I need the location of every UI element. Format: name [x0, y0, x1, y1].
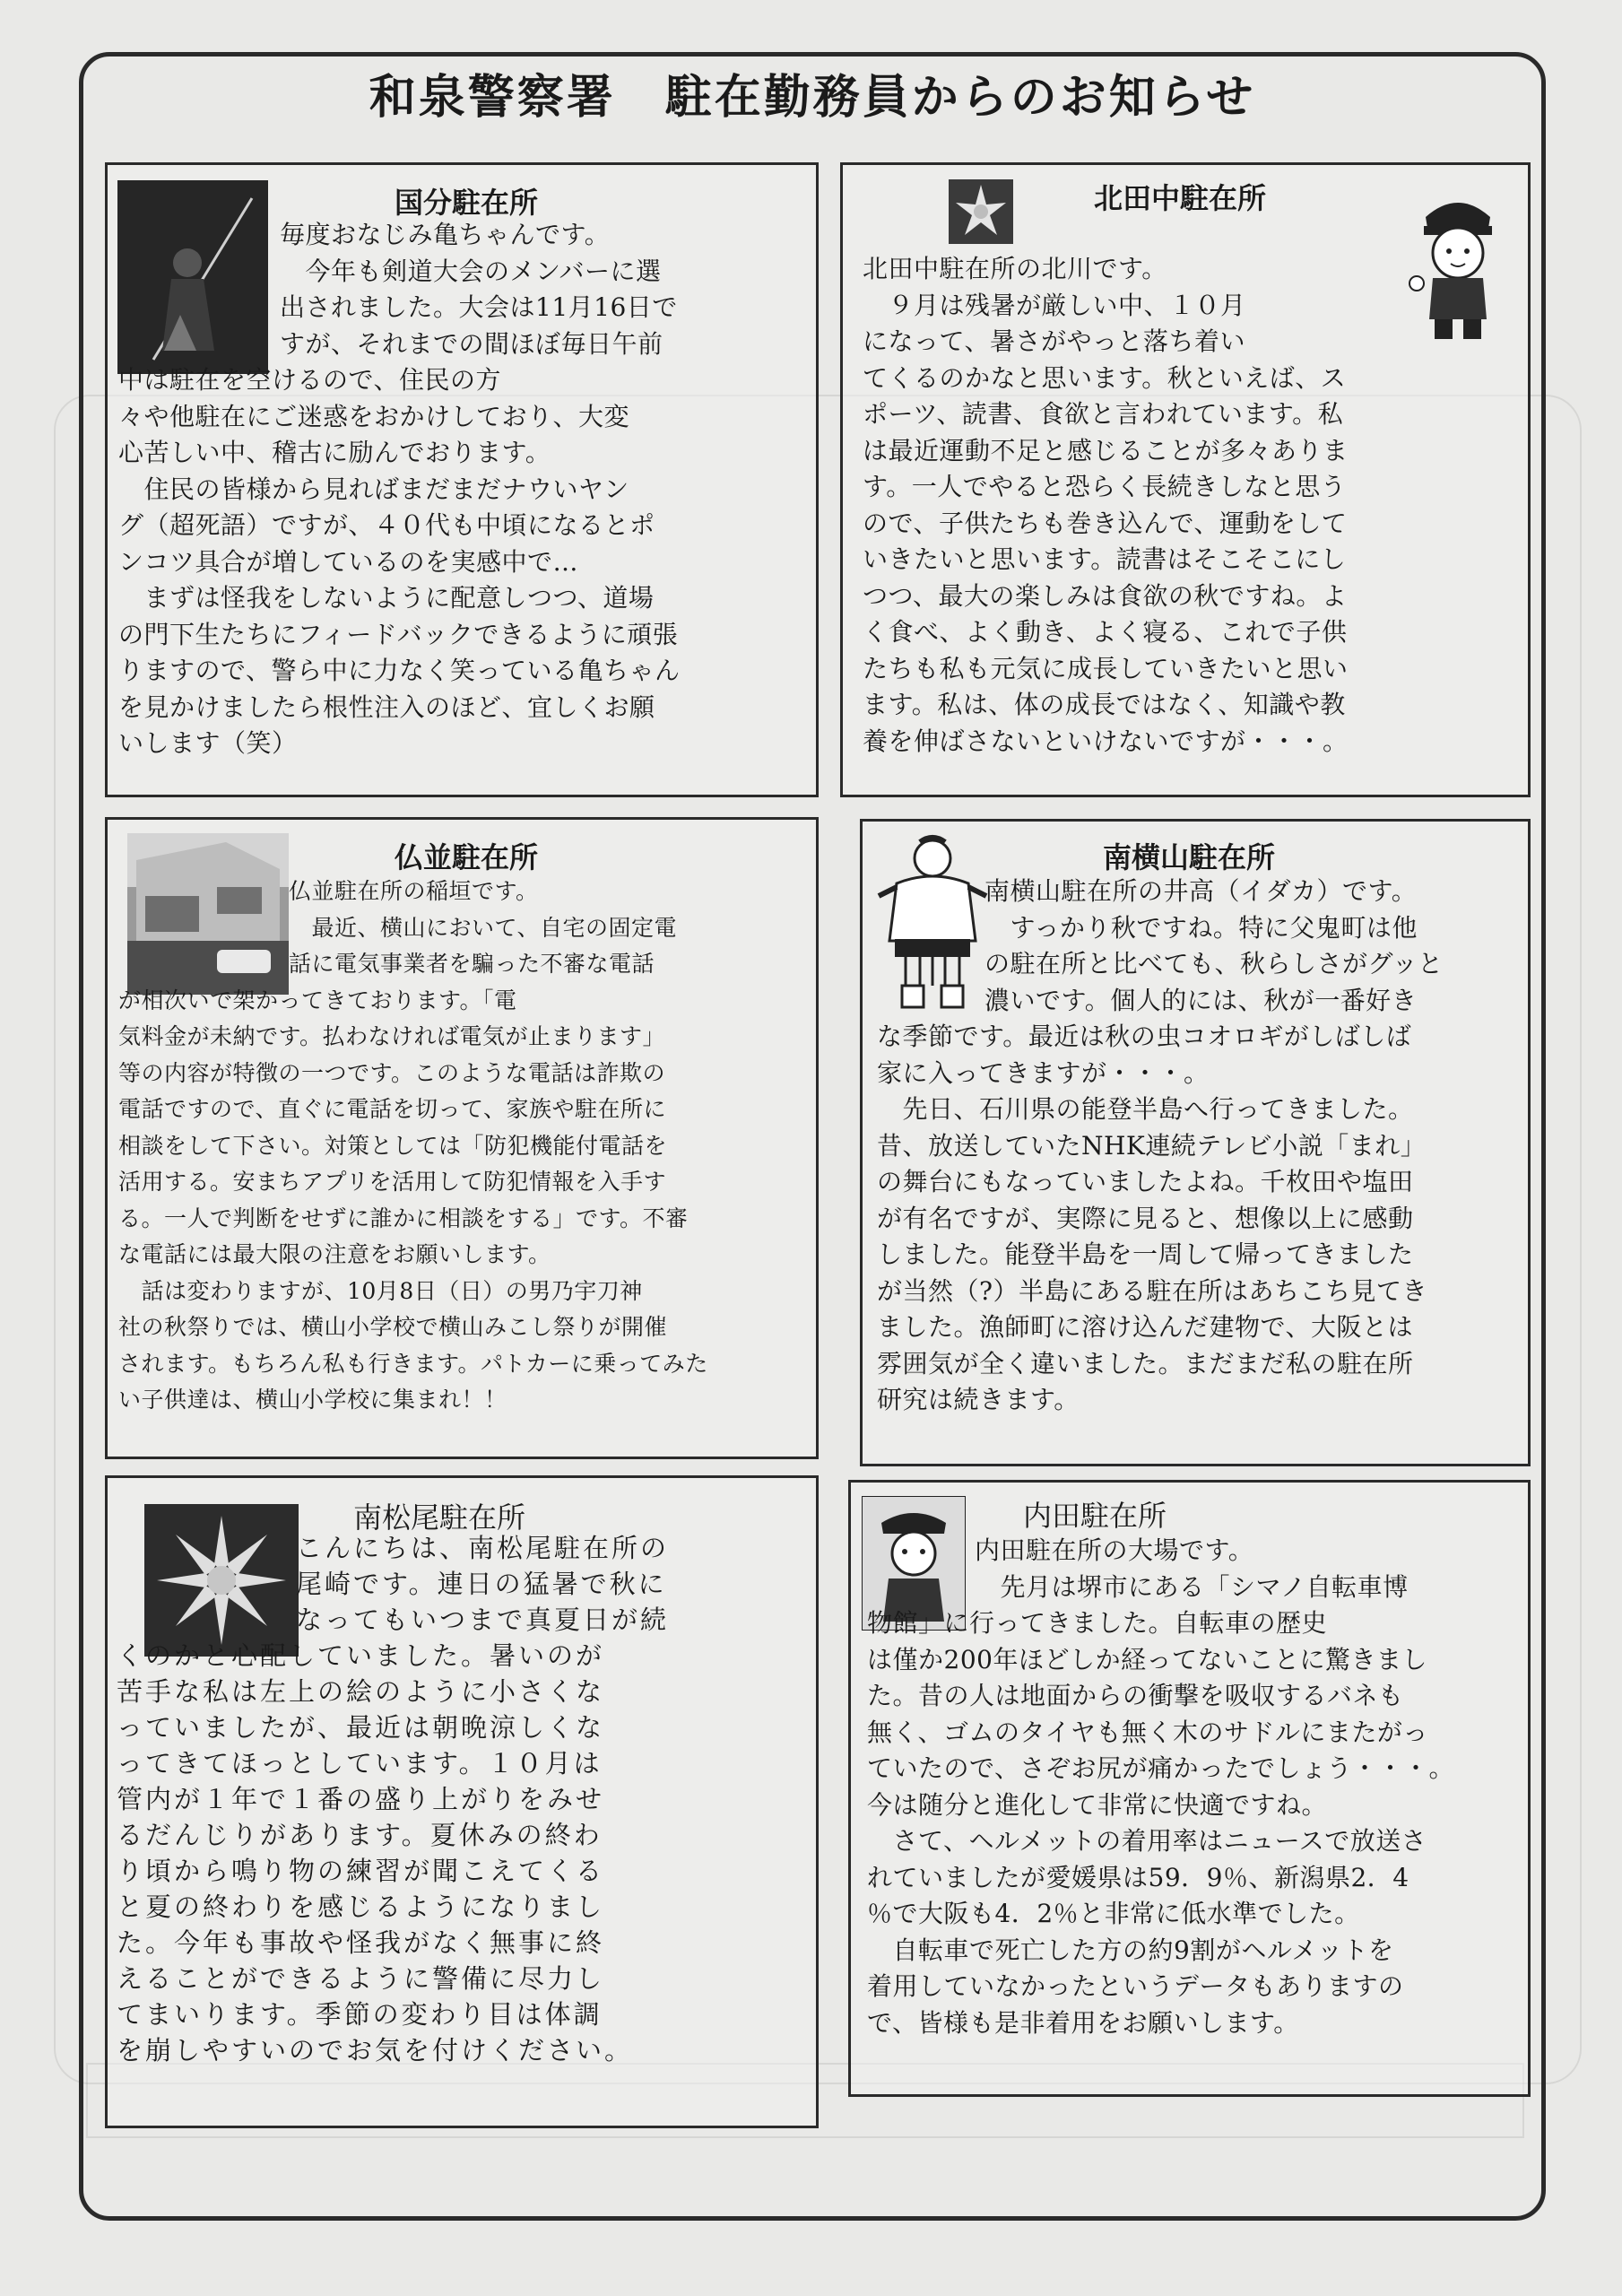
- text-line: 研究は続きます。: [877, 1385, 1080, 1414]
- text-line: が相次いで架かってきております。「電: [118, 987, 517, 1013]
- text-line: 最近、横山において、自宅の固定電: [289, 914, 678, 941]
- text-line: 話は変わりますが、10月8日（日）の男乃宇刀神: [118, 1277, 643, 1304]
- section-body: [117, 1530, 812, 2068]
- section-minamimatsuo: [105, 1475, 819, 2128]
- text-line: 今は随分と進化して非常に快適ですね。: [867, 1789, 1328, 1820]
- text-line: 先月は堺市にある「シマノ自転車博: [975, 1571, 1409, 1602]
- text-line: 気料金が未納です。払わなければ電気が止まります」: [118, 1023, 666, 1049]
- text-line: な季節です。最近は秋の虫コオロギがしばしば: [877, 1022, 1412, 1051]
- text-line: る。一人で判断をせずに誰かに相談をする」です。不審: [118, 1205, 689, 1231]
- section-title: 南横山駐在所: [1103, 840, 1276, 874]
- section-body: 北田中駐在所の北川です。 ９月は残暑が厳しい中、１０月 になって、暑さがやっと落ち着い てくるのかなと思います。秋といえば、ス ポーツ、読書、食欲と言われています。私 は最近運動不足と感じることが多々ありま す。一人でやると恐らく長続きしなと思う ので、子供たちも巻き込んで、運動をして いきたいと思います。読書はそこそこにし つつ、最大の楽しみは食欲の秋ですね。よ く食べ、よく動き、よく寝る、これで子供 たちも私も元気に成長していきたいと思い ます。私は、体の成長ではなく、知識や教 養を伸ばさないといけないですが・・・。: [863, 254, 1349, 756]
- text-line: 内田駐在所の大場です。: [975, 1535, 1254, 1565]
- text-line: ってきてほっとしています。１０月は: [117, 1748, 603, 1779]
- section-title: 南松尾駐在所: [353, 1500, 526, 1535]
- text-line: 家に入ってきますが・・・。: [877, 1057, 1210, 1088]
- text-line: 出されました。大会は11月16日で: [280, 292, 678, 322]
- text-line: しました。能登半島を一周して帰ってきました: [877, 1239, 1414, 1269]
- text-line: を崩しやすいのでお気を付けください。: [117, 2035, 634, 2066]
- text-line: が当然（?）半島にある駐在所はあちこち見てき: [877, 1275, 1428, 1306]
- text-line: 無く、ゴムのタイヤも無く木のサドルにまたがっ: [867, 1717, 1428, 1747]
- text-line: こんにちは、南松尾駐在所の: [296, 1533, 670, 1563]
- text-line: すっかり秋ですね。特に父鬼町は他: [984, 912, 1418, 943]
- text-line: 物館」に行ってきました。自転車の歴史: [867, 1608, 1328, 1638]
- text-line: な電話には最大限の注意をお願いします。: [118, 1241, 551, 1267]
- section-kitatanaka: [840, 162, 1531, 797]
- text-line: グ（超死語）ですが、４０代も中頃になるとポ: [118, 510, 655, 540]
- section-minamiyokoyama: [860, 819, 1531, 1466]
- text-line: るだんじりがあります。夏休みの終わ: [117, 1820, 603, 1850]
- police-badge-icon: [949, 179, 1013, 244]
- text-line: 等の内容が特徴の一つです。このような電話は詐欺の: [118, 1059, 666, 1086]
- section-title: 内田駐在所: [1023, 1499, 1167, 1533]
- text-line: の門下生たちにフィードバックできるように頑張: [118, 619, 679, 649]
- text-line: 先日、石川県の能登半島へ行ってきました。: [877, 1094, 1414, 1124]
- text-line: れていましたが愛媛県は59．9％、新潟県2．4: [867, 1862, 1409, 1892]
- text-line: た。昔の人は地面からの衝撃を吸収するバネも: [867, 1681, 1404, 1710]
- text-line: っていましたが、最近は朝晩涼しくな: [117, 1712, 605, 1743]
- text-line: ％で大阪も4．2％と非常に低水準でした。: [867, 1899, 1360, 1928]
- text-line: 相談をして下さい。対策としては「防犯機能付電話を: [118, 1132, 668, 1159]
- section-butsunami: [105, 817, 819, 1459]
- text-line: た。今年も事故や怪我がなく無事に終: [117, 1927, 605, 1958]
- text-line: 中は駐在を空けるので、住民の方: [118, 365, 501, 395]
- text-line: ました。漁師町に溶け込んだ建物で、大阪とは: [877, 1312, 1413, 1342]
- text-line: で、皆様も是非着用をお願いします。: [867, 2007, 1299, 2038]
- text-line: ていたので、さぞお尻が痛かったでしょう・・・。: [867, 1753, 1454, 1783]
- section-title: 北田中駐在所: [1094, 181, 1267, 215]
- text-line: 濃いです。個人的には、秋が一番好き: [984, 985, 1418, 1015]
- text-line: えることができるように警備に尽力し: [117, 1963, 605, 1994]
- section-body: [118, 874, 813, 1419]
- text-line: 尾崎です。連日の猛暑で秋に: [296, 1569, 667, 1599]
- text-line: 心苦しい中、稽古に励んでおります。: [118, 438, 551, 467]
- text-line: 着用していなかったというデータもありますの: [867, 1971, 1404, 2001]
- text-line: 毎度おなじみ亀ちゃんです。: [280, 220, 611, 249]
- text-line: 自転車で死亡した方の約9割がヘルメットを: [867, 1935, 1394, 1965]
- text-line: ンコツ具合が増しているのを実感中で…: [118, 546, 579, 577]
- text-line: を見かけましたら根性注入のほど、宜しくお願: [118, 691, 655, 722]
- section-body: [877, 874, 1527, 1419]
- text-line: の駐在所と比べても、秋らしさがグッと: [984, 949, 1444, 978]
- text-line: 今年も剣道大会のメンバーに選: [280, 256, 662, 286]
- section-body: [867, 1533, 1520, 2041]
- text-line: 活用する。安まちアプリを活用して防犯情報を入手す: [118, 1169, 667, 1195]
- text-line: くのかと心配していました。暑いのが: [117, 1640, 605, 1671]
- text-line: 話に電気事業者を騙った不審な電話: [289, 951, 655, 977]
- text-line: 苦手な私は左上の絵のように小さくな: [117, 1676, 605, 1707]
- section-body: [118, 217, 813, 762]
- text-line: 仏並駐在所の稲垣です。: [289, 878, 539, 904]
- section-title: 仏並駐在所: [395, 840, 539, 874]
- text-line: い子供達は、横山小学校に集まれ！！: [118, 1387, 507, 1413]
- text-line: 社の秋祭りでは、横山小学校で横山みこし祭りが開催: [118, 1314, 668, 1340]
- text-line: されます。もちろん私も行きます。パトカーに乗ってみた: [118, 1350, 708, 1377]
- section-kokubu: [105, 162, 819, 797]
- text-line: 住民の皆様から見ればまだまだナウいヤン: [118, 474, 629, 504]
- text-line: 南横山駐在所の井高（イダカ）です。: [984, 876, 1418, 906]
- text-line: 々や他駐在にご迷惑をおかけしており、大変: [118, 401, 630, 431]
- text-line: なってもいつまで真夏日が続: [296, 1605, 670, 1635]
- text-line: まずは怪我をしないように配意しつつ、道場: [118, 583, 655, 613]
- text-line: すが、それまでの間ほぼ毎日午前: [280, 328, 664, 359]
- section-uchida: [848, 1480, 1531, 2097]
- text-line: りますので、警ら中に力なく笑っている亀ちゃん: [118, 656, 681, 685]
- text-line: の舞台にもなっていましたよね。千枚田や塩田: [877, 1167, 1414, 1196]
- page-title: 和泉警察署 駐在勤務員からのお知らせ: [369, 71, 1256, 125]
- text-line: は僅か200年ほどしか経ってないことに驚きまし: [867, 1644, 1427, 1674]
- text-line: 電話ですので、直ぐに電話を切って、家族や駐在所に: [118, 1096, 667, 1122]
- text-line: 昔、放送していたNHK連続テレビ小説「まれ」: [877, 1130, 1427, 1161]
- text-line: と夏の終わりを感じるようになりまし: [117, 1892, 605, 1922]
- police-officer-illustration: [1408, 185, 1508, 343]
- text-line: り頃から鳴り物の練習が聞こえてくる: [117, 1856, 605, 1886]
- text-line: いします（笑）: [118, 728, 298, 758]
- text-line: 管内が１年で１番の盛り上がりをみせ: [117, 1784, 605, 1814]
- text-line: 雰囲気が全く違いました。まだまだ私の駐在所: [877, 1348, 1414, 1378]
- text-line: が有名ですが、実際に見ると、想像以上に感動: [877, 1203, 1414, 1233]
- text-line: てまいります。季節の変わり目は体調: [117, 1999, 603, 2030]
- text-line: さて、ヘルメットの着用率はニュースで放送さ: [867, 1826, 1427, 1856]
- section-title: 国分駐在所: [395, 186, 539, 220]
